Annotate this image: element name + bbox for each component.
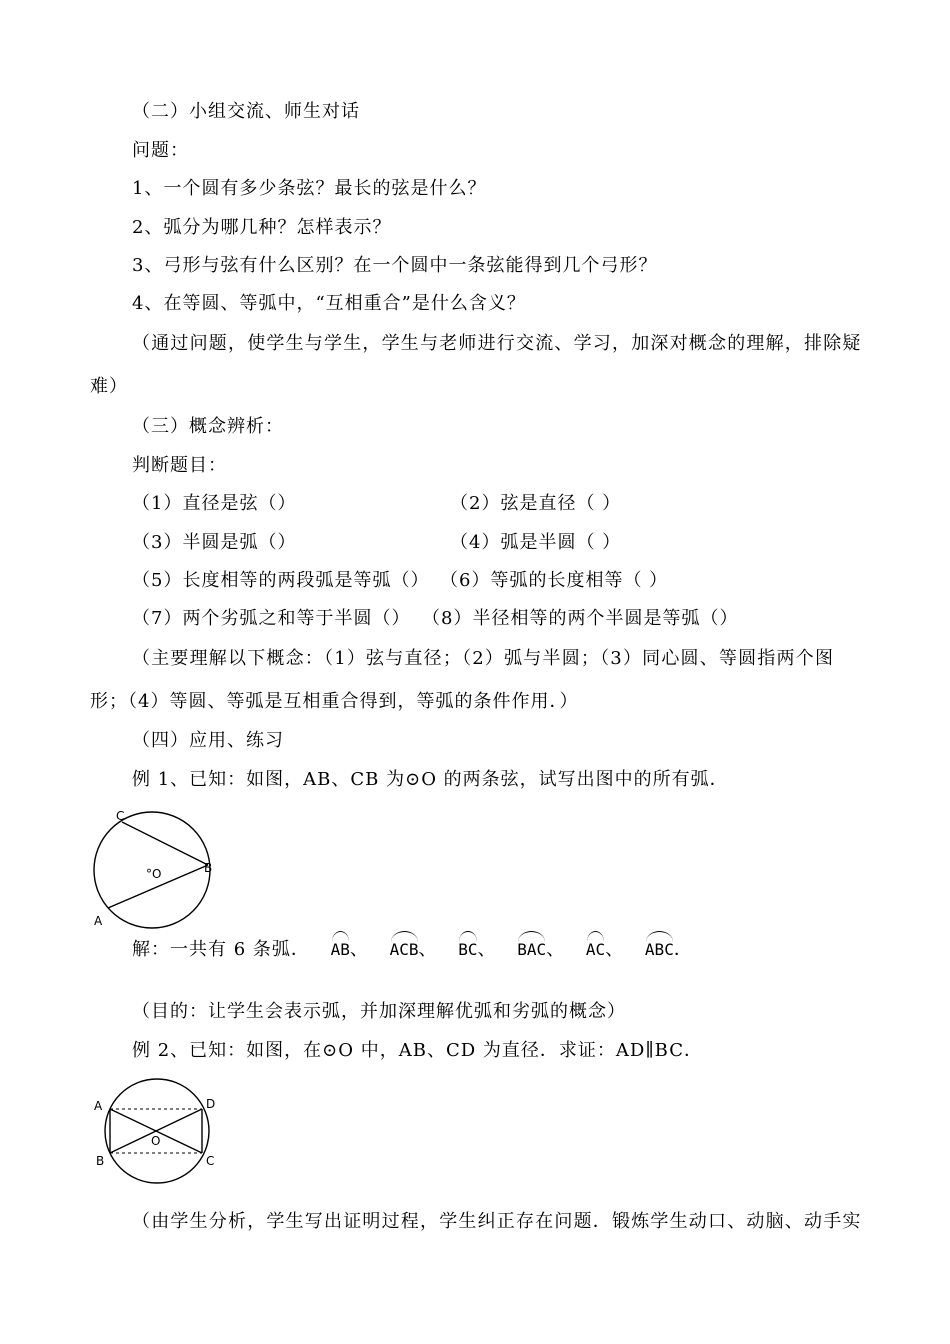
chord-cb <box>122 822 208 865</box>
section-heading-2: （二）小组交流、师生对话 <box>132 101 360 122</box>
section2-note-line2: 难） <box>90 376 128 397</box>
label-a: A <box>94 914 103 928</box>
section2-note-line1: （通过问题，使学生与学生，学生与老师进行交流、学习，加深对概念的理解，排除疑 <box>132 333 862 354</box>
judge-item-3: （3）半圆是弧（） <box>132 532 297 553</box>
question-3: 3、弓形与弦有什么区别？在一个圆中一条弦能得到几个弓形？ <box>132 255 658 276</box>
solution-end: ． <box>673 939 693 960</box>
arc-separator: 、 <box>605 939 625 960</box>
judge-item-7: （7）两个劣弧之和等于半圆（） <box>132 608 411 629</box>
example1-text: 例 1、已知：如图，AB、CB 为⊙O 的两条弦，试写出图中的所有弧． <box>132 769 729 790</box>
judge-item-6: （6）等弧的长度相等（ ） <box>440 570 669 591</box>
label-o: °O <box>146 867 162 881</box>
example2-figure <box>90 1078 220 1188</box>
arc-bc: BC <box>458 938 477 962</box>
judge-item-4: （4）弧是半圆（ ） <box>450 532 622 553</box>
judge-item-5: （5）长度相等的两段弧是等弧（） <box>132 570 430 591</box>
label-o: O <box>151 1134 161 1148</box>
arc-bac: BAC <box>517 938 546 962</box>
questions-label: 问题： <box>132 140 189 161</box>
judge-item-1: （1）直径是弦（） <box>132 493 297 514</box>
example1-purpose: （目的：让学生会表示弧，并加深理解优弧和劣弧的概念） <box>132 1001 626 1022</box>
label-c: C <box>206 1154 215 1168</box>
label-d: D <box>206 1097 216 1111</box>
label-b: B <box>96 1154 105 1168</box>
section-heading-3: （三）概念辨析： <box>132 416 284 437</box>
example2-closing: （由学生分析，学生写出证明过程，学生纠正存在问题．锻炼学生动口、动脑、动手实 <box>132 1211 862 1232</box>
question-1: 1、一个圆有多少条弦？最长的弦是什么？ <box>132 178 487 199</box>
arc-ac: AC <box>586 938 605 962</box>
example1-figure <box>90 809 220 928</box>
example1-solution <box>132 938 693 962</box>
section3-note-line1: （主要理解以下概念：（1）弦与直径；（2）弧与半圆；（3）同心圆、等圆指两个图 <box>132 648 835 669</box>
arc-separator: 、 <box>546 939 566 960</box>
arc-ab: AB <box>331 938 350 962</box>
solution-prefix: 解：一共有 6 条弧． <box>132 939 310 960</box>
question-2: 2、弧分为哪几种？怎样表示？ <box>132 217 392 238</box>
arc-separator: 、 <box>418 939 438 960</box>
label-a: A <box>94 1099 103 1113</box>
arc-acb: ACB <box>390 938 419 962</box>
label-b: B <box>204 861 213 875</box>
judge-item-8: （8）半径相等的两个半圆是等弧（） <box>422 608 739 629</box>
question-4: 4、在等圆、等弧中，“互相重合”是什么含义？ <box>132 293 526 314</box>
section3-note-line2: 形；（4）等圆、等弧是互相重合得到，等弧的条件作用．） <box>90 691 579 712</box>
judge-label: 判断题目： <box>132 455 227 476</box>
judge-item-2: （2）弦是直径（ ） <box>450 493 622 514</box>
example2-text: 例 2、已知：如图，在⊙O 中，AB、CD 为直径．求证：AD∥BC． <box>132 1040 703 1061</box>
arc-separator: 、 <box>349 939 369 960</box>
arc-separator: 、 <box>477 939 497 960</box>
label-c: C <box>116 809 125 823</box>
arc-abc: ABC <box>645 938 674 962</box>
section-heading-4: （四）应用、练习 <box>132 730 284 751</box>
